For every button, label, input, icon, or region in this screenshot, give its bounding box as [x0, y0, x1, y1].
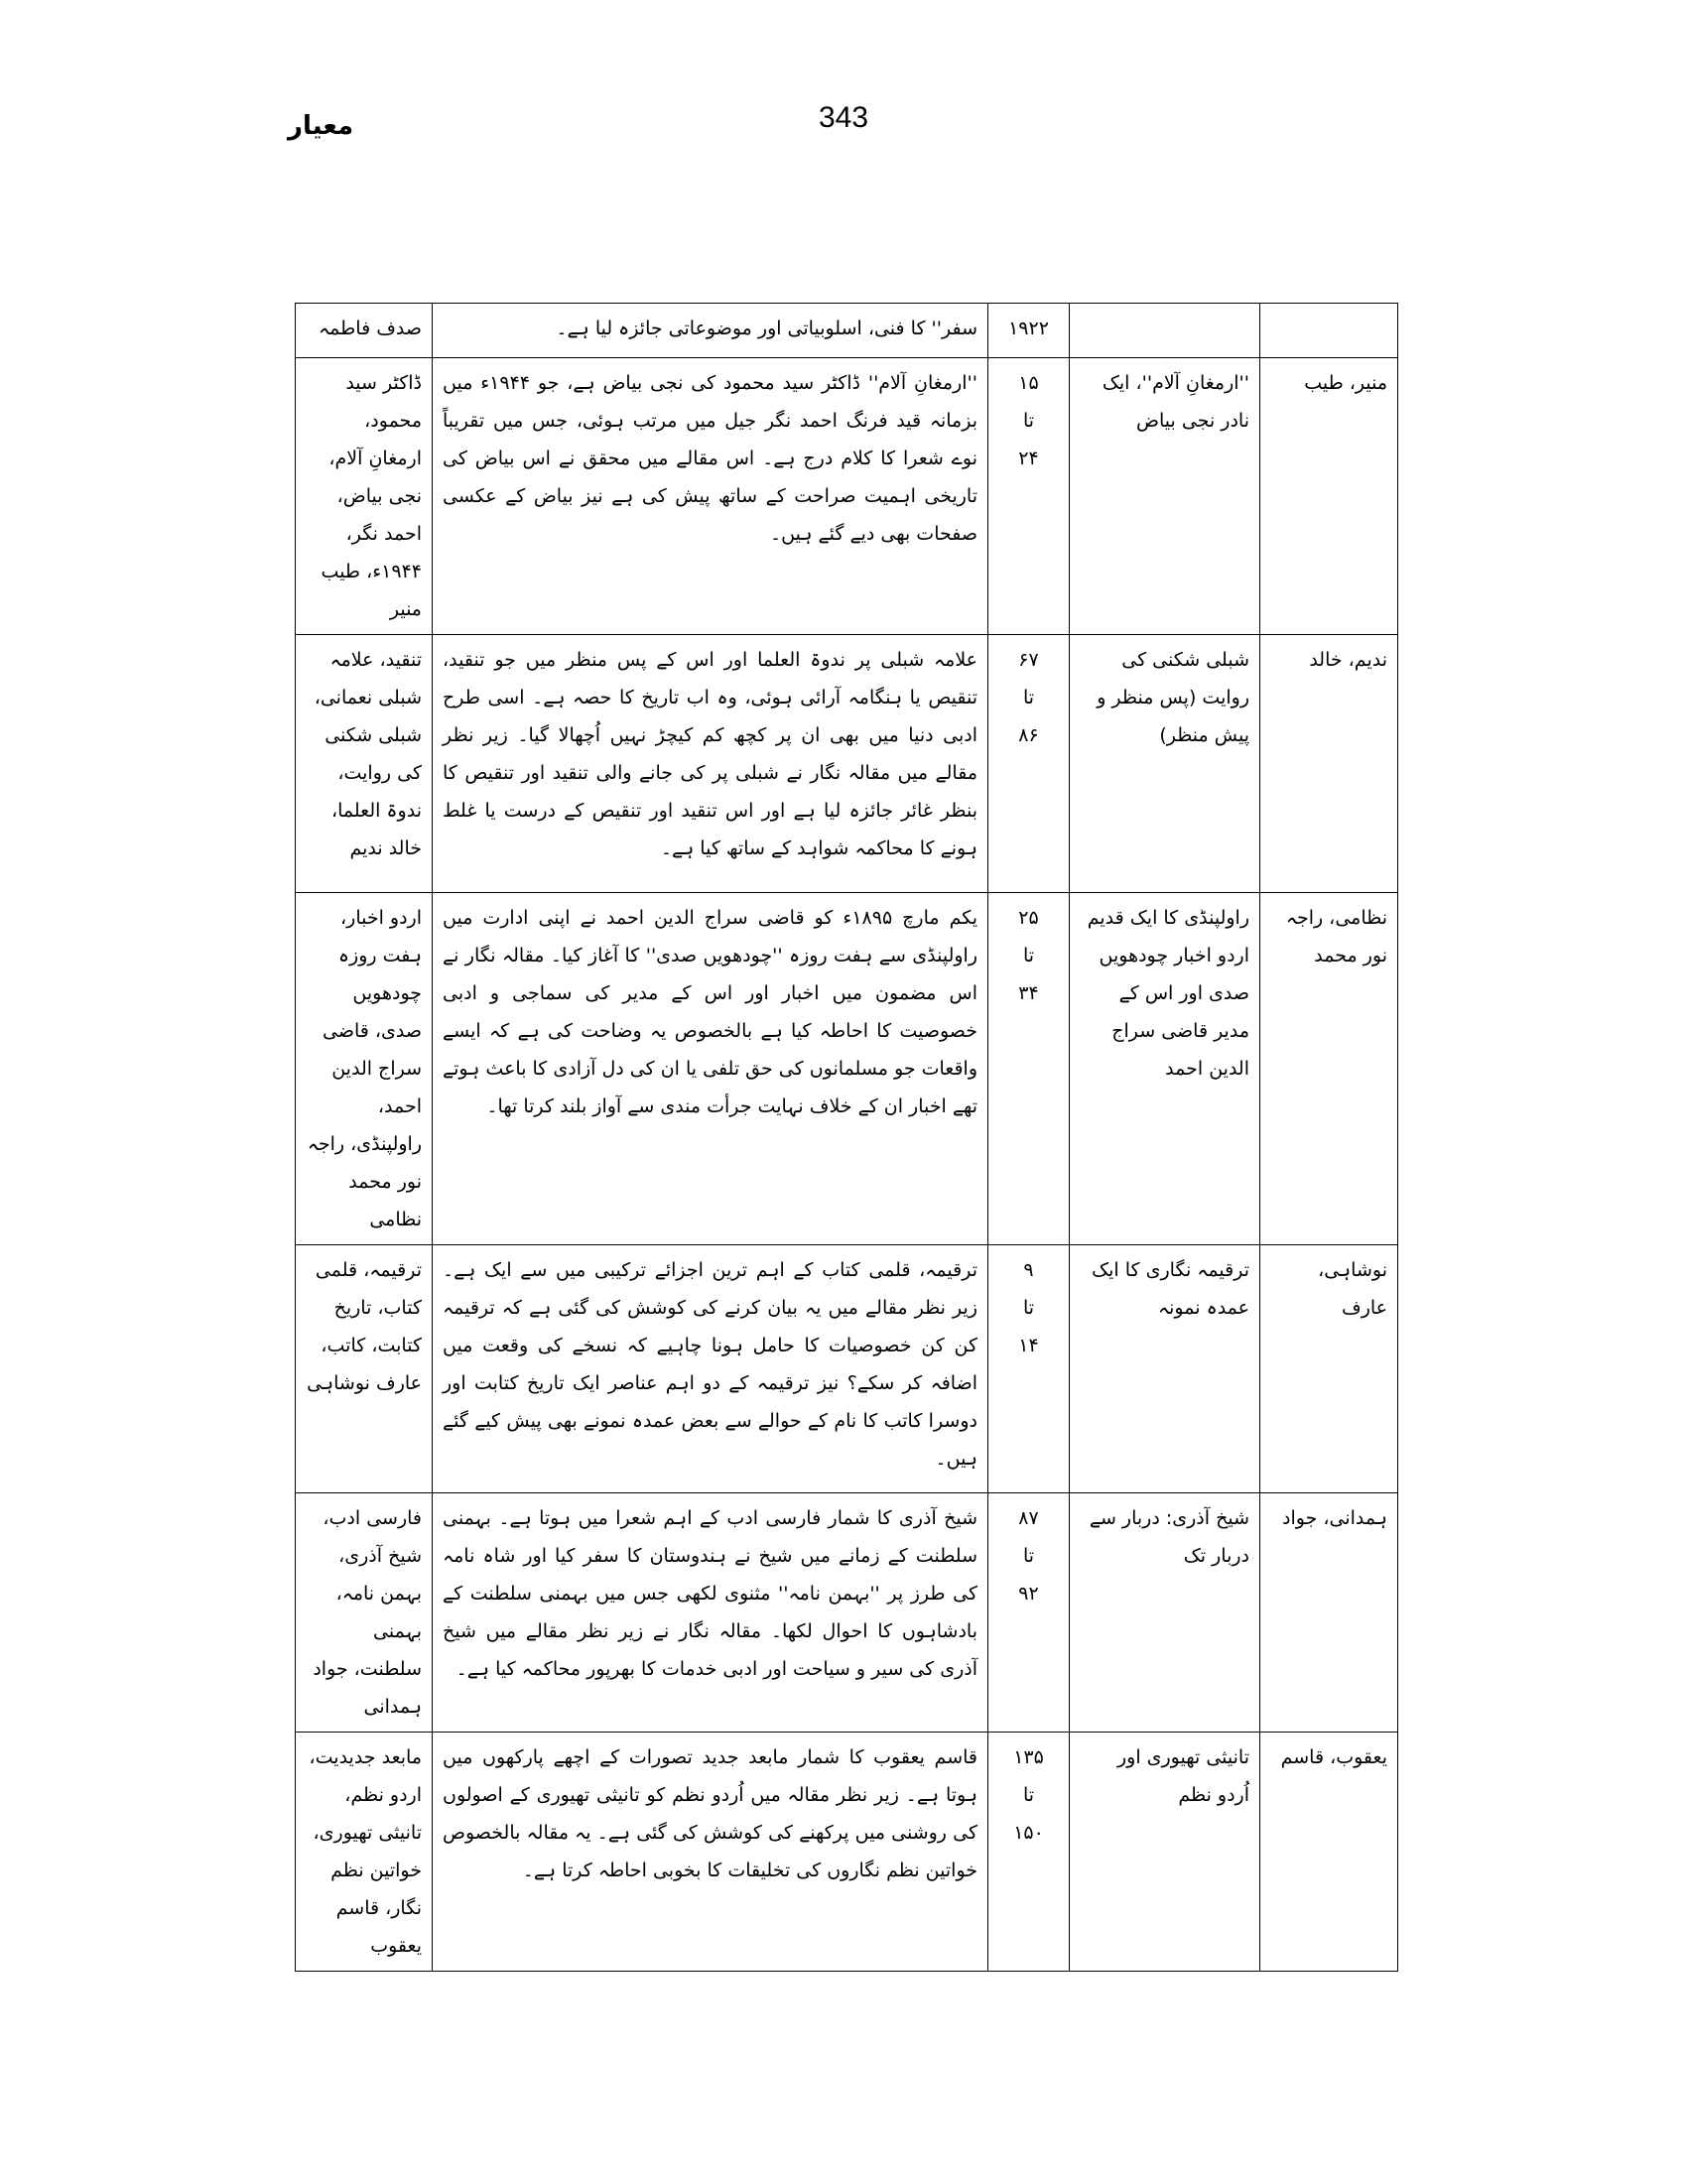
summary-cell: شیخ آذری کا شمار فارسی ادب کے اہم شعرا میں ہوتا ہے۔ بہمنی سلطنت کے زمانے میں شیخ نے ہندوستان کا سفر کیا اور شاہ نامہ کی طرز پر ''بہمن نامہ'' مثنوی لکھی جس میں بہمنی سلطنت کے بادشاہوں کا احوال لکھا۔ مقالہ نگار نے زیر نظر مقالے میں شیخ آذری کی سیر و سیاحت اور ادبی خدمات کا بھرپور محاکمہ کیا ہے۔ [433, 1493, 988, 1733]
title-cell: ترقیمہ نگاری کا ایک عمدہ نمونہ [1070, 1245, 1260, 1493]
author-cell: نوشاہی، عارف [1260, 1245, 1398, 1493]
page-range-part: ۲۵ [1018, 907, 1039, 929]
journal-name: معیار [288, 111, 354, 141]
title-cell [1070, 304, 1260, 358]
page-range-part: تا [1022, 1784, 1035, 1806]
page-range-part: ۸۶ [1018, 724, 1039, 746]
title-cell: تانیثی تھیوری اور اُردو نظم [1070, 1733, 1260, 1972]
page-range-part: ۱۴ [1018, 1335, 1039, 1356]
author-cell: ندیم، خالد [1260, 635, 1398, 893]
page-range-part: تا [1022, 687, 1035, 708]
author-cell: یعقوب، قاسم [1260, 1733, 1398, 1972]
keywords-cell: مابعد جدیدیت، اردو نظم، تانیثی تھیوری، خواتین نظم نگار، قاسم یعقوب [296, 1733, 433, 1972]
title-cell: شیخ آذری: دربار سے دربار تک [1070, 1493, 1260, 1733]
pages-cell [988, 1493, 1070, 1733]
pages-cell [988, 1733, 1070, 1972]
page-range-part: ۱۵۰ [1013, 1822, 1044, 1844]
table-row [296, 304, 1398, 358]
summary-cell: قاسم یعقوب کا شمار مابعد جدید تصورات کے اچھے پارکھوں میں ہوتا ہے۔ زیر نظر مقالہ میں اُردو نظم کو تانیثی تھیوری کے اصولوں کی روشنی میں پرکھنے کی کوشش کی گئی ہے۔ یہ مقالہ بالخصوص خواتین نظم نگاروں کی تخلیقات کا بخوبی احاطہ کرتا ہے۔ [433, 1733, 988, 1972]
index-table [295, 303, 1398, 1972]
page-range-part: ۱۳۵ [1013, 1746, 1044, 1768]
keywords-cell: ڈاکٹر سید محمود، ارمغانِ آلام، نجی بیاض، احمد نگر، ۱۹۴۴ء، طیب منیر [296, 358, 433, 635]
page-range-part: تا [1022, 410, 1035, 432]
pages-cell [988, 1245, 1070, 1493]
summary-cell: ترقیمہ، قلمی کتاب کے اہم ترین اجزائے ترکیبی میں سے ایک ہے۔ زیر نظر مقالے میں یہ بیان کرنے کی کوشش کی گئی ہے کہ ترقیمہ کن کن خصوصیات کا حامل ہونا چاہیے کہ نسخے کی وقعت میں اضافہ کر سکے؟ نیز ترقیمہ کے دو اہم عناصر ایک تاریخ کتابت اور دوسرا کاتب کا نام کے حوالے سے بعض عمدہ نمونے بھی پیش کیے گئے ہیں۔ [433, 1245, 988, 1493]
keywords-cell: صدف فاطمہ [296, 304, 433, 358]
table-row [296, 358, 1398, 635]
page-range-part: تا [1022, 945, 1035, 966]
summary-cell: یکم مارچ ۱۸۹۵ء کو قاضی سراج الدین احمد نے اپنی ادارت میں راولپنڈی سے ہفت روزہ ''چودھویں صدی'' کا آغاز کیا۔ مقالہ نگار نے اس مضمون میں اخبار اور اس کے مدیر کی سماجی و ادبی خصوصیت کا احاطہ کیا ہے بالخصوص یہ وضاحت کی ہے کہ ایسے واقعات جو مسلمانوں کی حق تلفی یا ان کی دل آزادی کا باعث ہوتے تھے اخبار ان کے خلاف نہایت جرأت مندی سے آواز بلند کرتا تھا۔ [433, 893, 988, 1245]
page-range-part: ۹ [1023, 1259, 1034, 1281]
page-range-part: تا [1022, 1297, 1035, 1319]
page-range-part: ۲۴ [1018, 448, 1039, 469]
keywords-cell: فارسی ادب، شیخ آذری، بہمن نامہ، بہمنی سلطنت، جواد ہمدانی [296, 1493, 433, 1733]
pages-cell [988, 304, 1070, 358]
page-range-part: ۳۴ [1018, 982, 1039, 1004]
page-range-part: ۹۲ [1018, 1583, 1039, 1605]
page-range-part: ۶۷ [1018, 649, 1039, 671]
summary-cell: ''ارمغانِ آلام'' ڈاکٹر سید محمود کی نجی بیاض ہے، جو ۱۹۴۴ء میں بزمانہ قید فرنگ احمد نگر جیل میں مرتب ہوئی، جس میں تقریباً نوے شعرا کا کلام درج ہے۔ اس مقالے میں محقق نے اس بیاض کی تاریخی اہمیت صراحت کے ساتھ پیش کی ہے نیز بیاض کے عکسی صفحات بھی دیے گئے ہیں۔ [433, 358, 988, 635]
summary-cell: سفر'' کا فنی، اسلوبیاتی اور موضوعاتی جائزہ لیا ہے۔ [433, 304, 988, 358]
pages-cell [988, 635, 1070, 893]
pages-cell [988, 893, 1070, 1245]
author-cell: منیر، طیب [1260, 358, 1398, 635]
author-cell: نظامی، راجہ نور محمد [1260, 893, 1398, 1245]
table-row [296, 893, 1398, 1245]
table-row [296, 635, 1398, 893]
table-row [296, 1733, 1398, 1972]
pages-cell [988, 358, 1070, 635]
keywords-cell: تنقید، علامہ شبلی نعمانی، شبلی شکنی کی روایت، ندوۃ العلما، خالد ندیم [296, 635, 433, 893]
summary-cell: علامہ شبلی پر ندوۃ العلما اور اس کے پس منظر میں جو تنقید، تنقیص یا ہنگامہ آرائی ہوئی، وہ اب تاریخ کا حصہ ہے۔ اسی طرح ادبی دنیا میں بھی ان پر کچھ کم کیچڑ نہیں اُچھالا گیا۔ زیر نظر مقالے میں مقالہ نگار نے شبلی پر کی جانے والی تنقید اور تنقیص کا بنظر غائر جائزہ لیا ہے اور اس تنقید اور تنقیص کے درست یا غلط ہونے کا محاکمہ شواہد کے ساتھ کیا ہے۔ [433, 635, 988, 893]
page-number: 343 [818, 101, 869, 134]
table-row [296, 1493, 1398, 1733]
author-cell: ہمدانی، جواد [1260, 1493, 1398, 1733]
title-cell: راولپنڈی کا ایک قدیم اردو اخبار چودھویں صدی اور اس کے مدیر قاضی سراج الدین احمد [1070, 893, 1260, 1245]
keywords-cell: اردو اخبار، ہفت روزہ چودھویں صدی، قاضی سراج الدین احمد، راولپنڈی، راجہ نور محمد نظامی [296, 893, 433, 1245]
table-row [296, 1245, 1398, 1493]
page-range-part: ۱۵ [1018, 372, 1039, 394]
page-range-part: تا [1022, 1545, 1035, 1567]
page-range-part: ۱۹۲۲ [1008, 318, 1049, 339]
title-cell: شبلی شکنی کی روایت (پس منظر و پیش منظر) [1070, 635, 1260, 893]
title-cell: ''ارمغانِ آلام''، ایک نادر نجی بیاض [1070, 358, 1260, 635]
page-range-part: ۸۷ [1018, 1507, 1039, 1529]
author-cell [1260, 304, 1398, 358]
index-table-body [296, 304, 1398, 1972]
keywords-cell: ترقیمہ، قلمی کتاب، تاریخ کتابت، کاتب، عارف نوشاہی [296, 1245, 433, 1493]
